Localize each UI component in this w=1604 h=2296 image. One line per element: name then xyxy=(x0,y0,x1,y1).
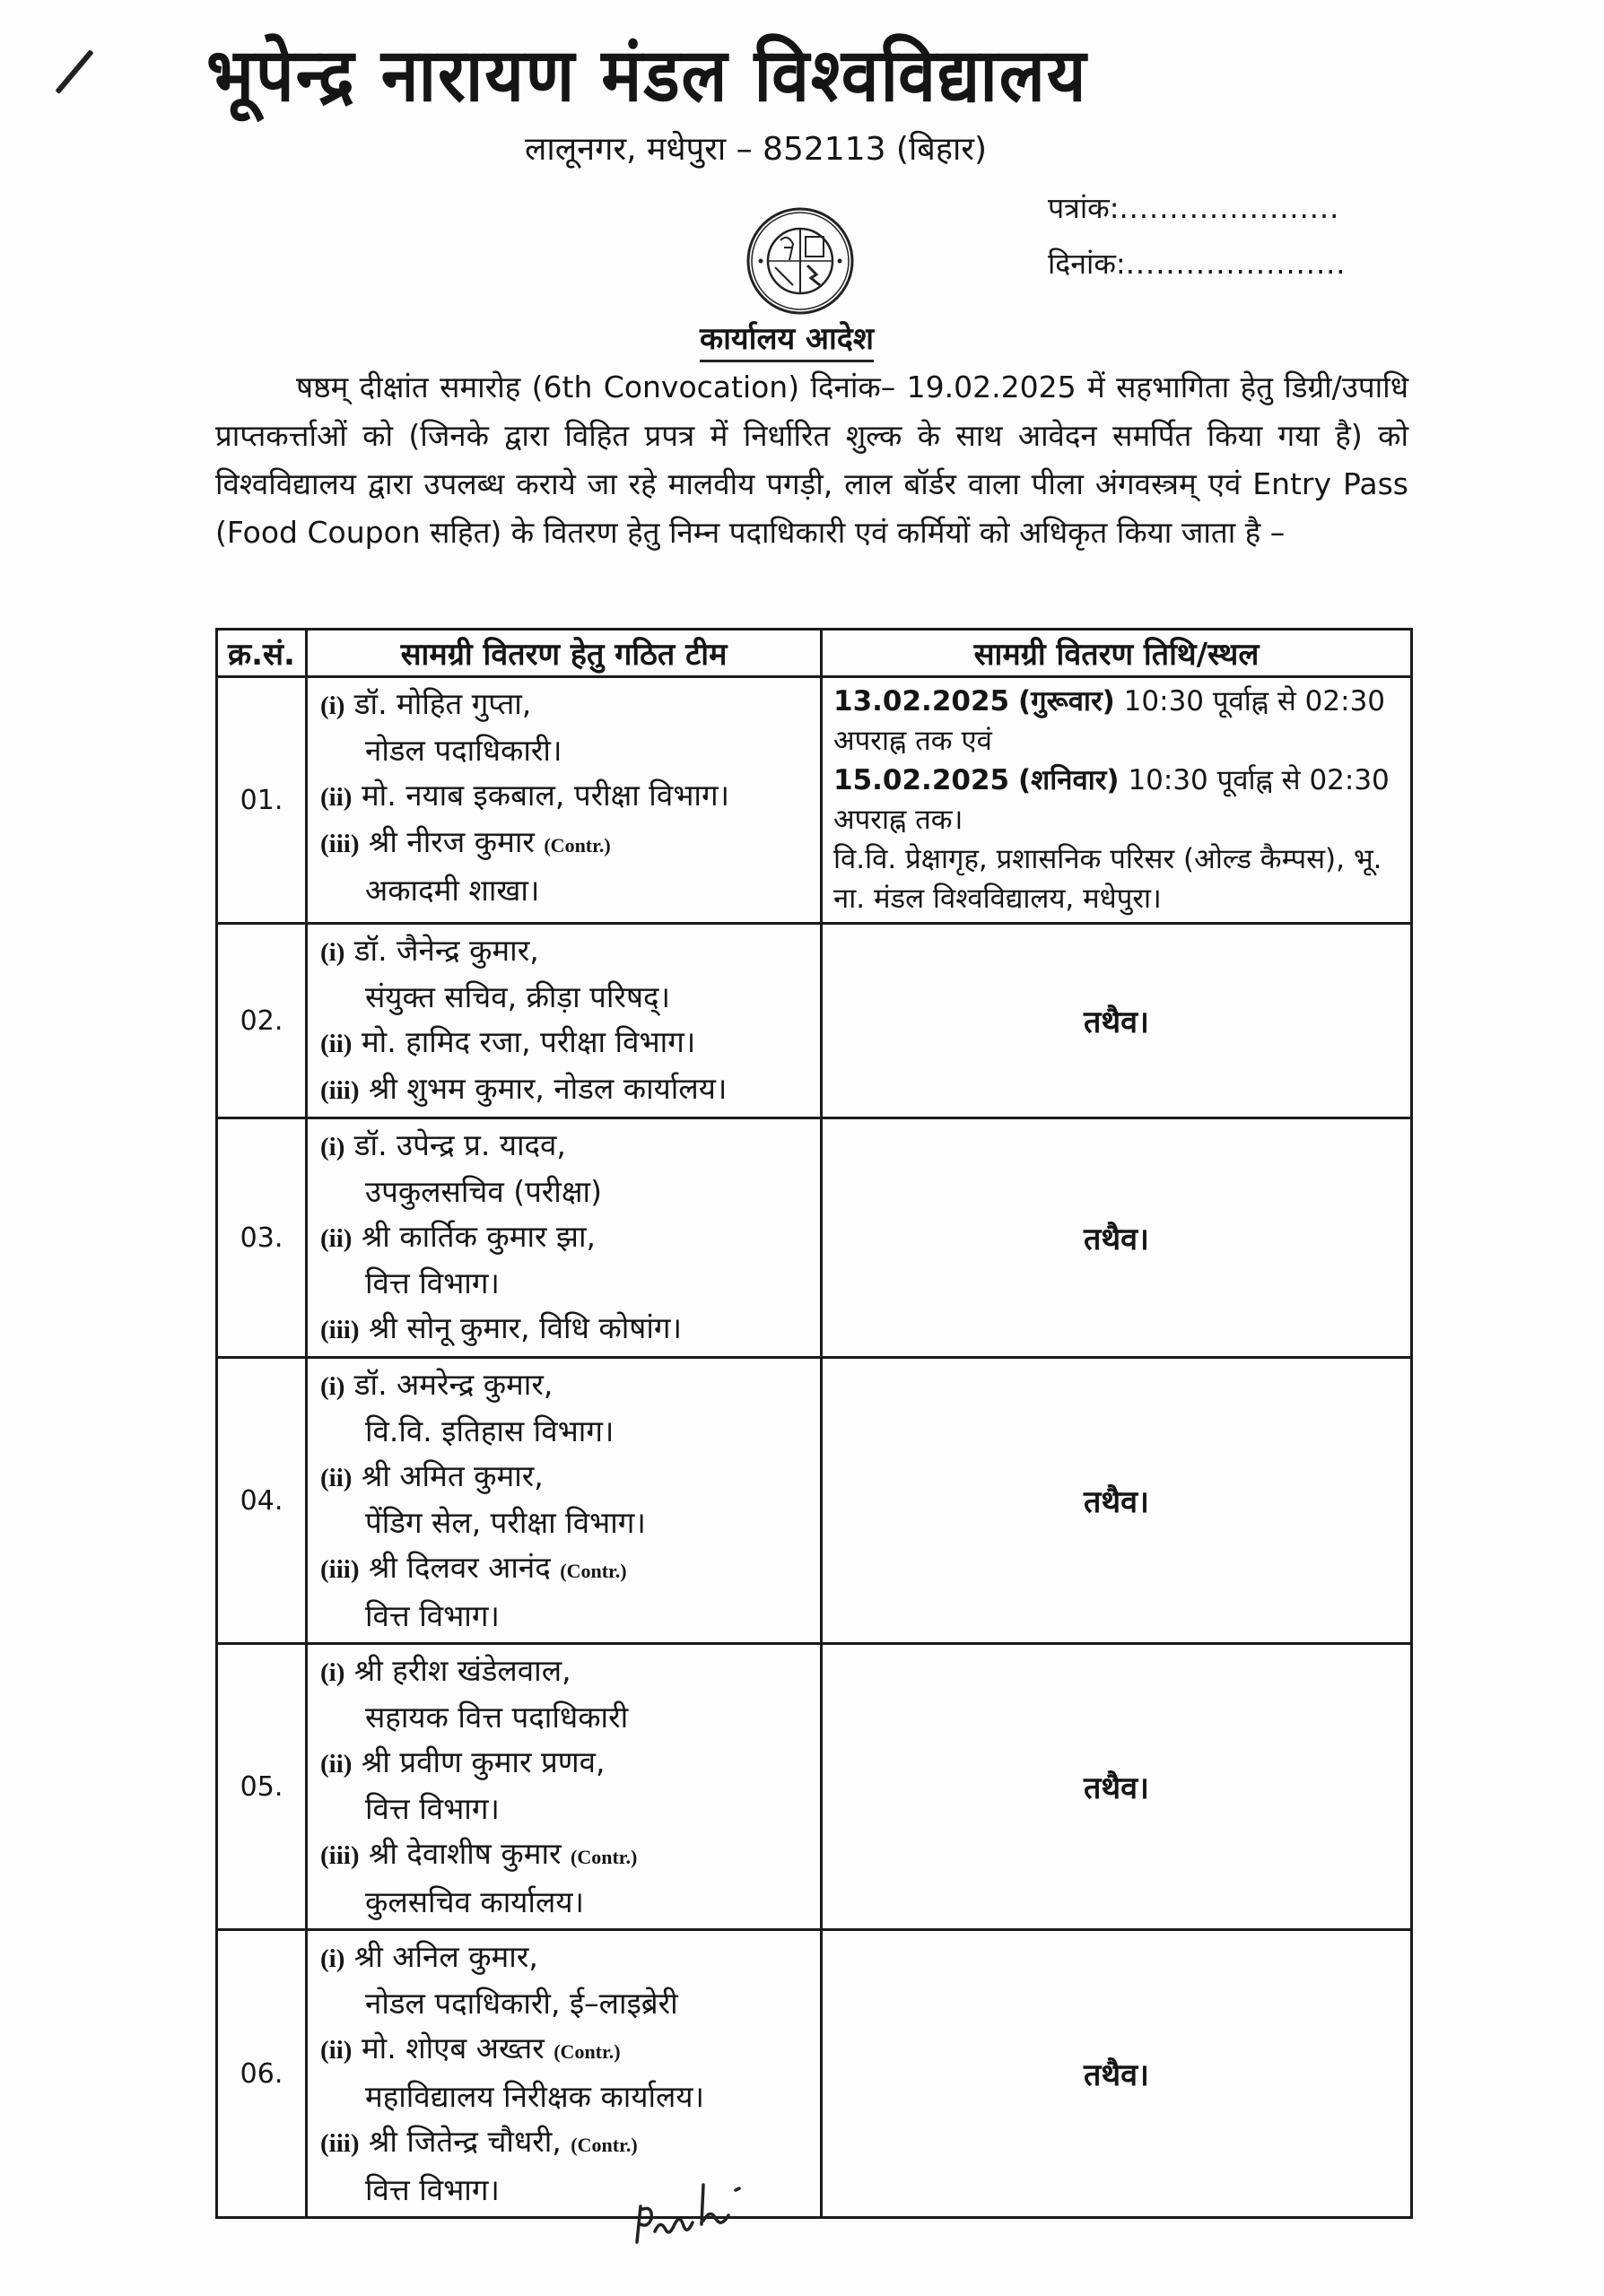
member-role: उपकुलसचिव (परीक्षा) xyxy=(365,1174,602,1209)
member-index: (iii) xyxy=(320,830,360,858)
member-index: (ii) xyxy=(320,1224,353,1253)
serial-number: 02. xyxy=(217,924,307,1118)
team-member xyxy=(320,1066,813,1113)
schedule-day-2 xyxy=(833,761,1399,839)
distribution-team-table xyxy=(215,628,1413,2219)
member-role: वित्त विभाग। xyxy=(365,1265,500,1300)
intro-text: षष्ठम् दीक्षांत समारोह (6th Convocation) दिनांक– 19.02.2025 में सहभागिता हेतु डिग्री/उपाधि प्राप्तकर्त्ताओं को (जिनके द्वारा विहित प्रपत्र में निर्धारित शुल्क के साथ आवेदन समर्पित किया गया है) को विश्वविद्यालय द्वारा उपलब्ध कराये जा रहे मालवीय पगड़ी, लाल बॉर्डर वाला पीला अंगवस्त्रम् एवं Entry Pass (Food Coupon सहित) के वितरण हेतु निम्न पदाधिकारी एवं कर्मियों को अधिकृत किया जाता है – xyxy=(215,370,1408,550)
schedule-date-1: 13.02.2025 xyxy=(833,685,1010,718)
team-member xyxy=(320,1648,813,1740)
member-role: वि.वि. इतिहास विभाग। xyxy=(365,1413,615,1448)
serial-number: 01. xyxy=(217,677,307,924)
member-name: डॉ. अमरेन्द्र कुमार, xyxy=(353,1367,554,1402)
member-index: (ii) xyxy=(320,2036,353,2065)
team-member xyxy=(320,928,813,1020)
member-name: श्री कार्तिक कुमार झा, xyxy=(361,1219,597,1254)
member-index: (ii) xyxy=(320,783,353,812)
team-member xyxy=(320,1740,813,1831)
table-row xyxy=(217,924,1412,1118)
letter-number xyxy=(1048,188,1339,227)
university-address: लालूनगर, मधेपुरा – 852113 (बिहार) xyxy=(525,131,988,168)
contractual-tag: (Contr.) xyxy=(544,834,611,857)
distribution-schedule-same: तथैव। xyxy=(822,1358,1412,1644)
pen-mark xyxy=(55,49,93,94)
distribution-schedule-same: तथैव। xyxy=(822,1930,1412,2218)
team-members xyxy=(307,1118,822,1358)
member-index: (ii) xyxy=(320,1464,353,1492)
table-row xyxy=(217,1358,1412,1644)
schedule-venue: वि.वि. प्रेक्षागृह, प्रशासनिक परिसर (ओल्ड कैम्पस), भू. ना. मंडल विश्वविद्यालय, मधेपुरा। xyxy=(833,843,1382,915)
handwritten-signature-icon xyxy=(628,2179,816,2251)
letter-date xyxy=(1048,244,1346,283)
distribution-schedule-same: तथैव। xyxy=(822,1644,1412,1930)
team-members xyxy=(307,677,822,924)
header-serial-number: क्र.सं. xyxy=(217,630,307,677)
member-role: नोडल पदाधिकारी। xyxy=(365,733,562,768)
team-members xyxy=(307,1930,822,2218)
team-member xyxy=(320,1454,813,1545)
serial-number: 03. xyxy=(217,1118,307,1358)
team-member xyxy=(320,1306,813,1352)
member-index: (ii) xyxy=(320,1030,353,1058)
team-member xyxy=(320,820,813,913)
member-name: श्री प्रवीण कुमार प्रणव, xyxy=(361,1744,606,1779)
team-member xyxy=(320,1020,813,1066)
member-name: डॉ. मोहित गुप्ता, xyxy=(353,686,532,721)
table-row xyxy=(217,1118,1412,1358)
member-role: वित्त विभाग। xyxy=(365,1791,500,1826)
table-row xyxy=(217,1930,1412,2218)
member-name: डॉ. जैनेन्द्र कुमार, xyxy=(353,933,539,968)
member-index: (iii) xyxy=(320,1555,360,1584)
member-index: (i) xyxy=(320,691,345,720)
schedule-time-1: 10:30 पूर्वाह्न से 02:30 अपराह्न तक एवं xyxy=(833,685,1386,757)
member-name: श्री दिलवर आनंद xyxy=(369,1550,551,1585)
member-name: डॉ. उपेन्द्र प्र. यादव, xyxy=(353,1127,566,1162)
schedule-day-1 xyxy=(833,682,1399,761)
member-name: मो. नयाब इकबाल, परीक्षा विभाग। xyxy=(361,778,730,813)
letter-date-value: ...................... xyxy=(1125,247,1347,281)
team-member xyxy=(320,1362,813,1454)
team-member xyxy=(320,1935,813,2026)
member-name: मो. शोएब अख्तर xyxy=(361,2031,545,2066)
team-members xyxy=(307,924,822,1118)
letter-date-label: दिनांक: xyxy=(1048,247,1126,281)
member-role: वित्त विभाग। xyxy=(365,1598,500,1633)
letter-number-label: पत्रांक: xyxy=(1048,191,1120,225)
member-index: (iii) xyxy=(320,1076,360,1105)
member-index: (i) xyxy=(320,1944,345,1973)
team-members xyxy=(307,1644,822,1930)
member-index: (iii) xyxy=(320,2129,360,2158)
contractual-tag: (Contr.) xyxy=(571,2134,638,2156)
member-name: मो. हामिद रजा, परीक्षा विभाग। xyxy=(361,1024,696,1059)
serial-number: 06. xyxy=(217,1930,307,2218)
team-member xyxy=(320,773,813,820)
member-role: संयुक्त सचिव, क्रीड़ा परिषद्। xyxy=(365,979,671,1014)
member-name: श्री अमित कुमार, xyxy=(361,1458,544,1493)
contractual-tag: (Contr.) xyxy=(560,1560,627,1582)
table-row xyxy=(217,677,1412,924)
member-role: महाविद्यालय निरीक्षक कार्यालय। xyxy=(365,2079,705,2114)
member-index: (i) xyxy=(320,1133,345,1161)
distribution-schedule xyxy=(822,677,1412,924)
member-name: श्री नीरज कुमार xyxy=(369,824,535,859)
member-name: श्री अनिल कुमार, xyxy=(353,1939,538,1974)
member-role: अकादमी शाखा। xyxy=(365,873,540,908)
schedule-time-2: 10:30 पूर्वाह्न से 02:30 अपराह्न तक। xyxy=(833,764,1390,836)
member-role: नोडल पदाधिकारी, ई–लाइब्रेरी xyxy=(365,1986,678,2021)
member-name: श्री जितेन्द्र चौधरी, xyxy=(369,2124,562,2159)
schedule-weekday-2: (शनिवार) xyxy=(1017,764,1120,796)
member-index: (i) xyxy=(320,938,345,967)
university-name: भूपेन्द्र नारायण मंडल विश्वविद्यालय xyxy=(206,33,1088,118)
member-role: कुलसचिव कार्यालय। xyxy=(365,1884,584,1919)
member-role: वित्त विभाग। xyxy=(365,2172,500,2207)
team-members xyxy=(307,1358,822,1644)
serial-number: 04. xyxy=(217,1358,307,1644)
member-index: (i) xyxy=(320,1658,345,1687)
contractual-tag: (Contr.) xyxy=(571,1846,638,1868)
distribution-schedule-same: तथैव। xyxy=(822,924,1412,1118)
contractual-tag: (Contr.) xyxy=(554,2040,621,2063)
university-seal-icon xyxy=(745,204,856,317)
member-name: श्री सोनू कुमार, विधि कोषांग। xyxy=(369,1310,682,1345)
letter-number-value: ...................... xyxy=(1119,191,1340,225)
distribution-schedule-same: तथैव। xyxy=(822,1118,1412,1358)
member-role: पेंडिग सेल, परीक्षा विभाग। xyxy=(365,1505,646,1540)
member-name: श्री देवाशीष कुमार xyxy=(369,1836,562,1871)
team-member xyxy=(320,1831,813,1925)
intro-paragraph xyxy=(215,363,1408,557)
team-member xyxy=(320,2026,813,2119)
team-member xyxy=(320,1545,813,1639)
team-member xyxy=(320,1214,813,1306)
team-member xyxy=(320,682,813,773)
member-role: सहायक वित्त पदाधिकारी xyxy=(365,1700,629,1735)
member-index: (iii) xyxy=(320,1841,360,1870)
member-name: श्री हरीश खंडेलवाल, xyxy=(353,1653,571,1688)
member-index: (ii) xyxy=(320,1750,353,1779)
table-row xyxy=(217,1644,1412,1930)
team-member xyxy=(320,1123,813,1214)
member-index: (iii) xyxy=(320,1316,360,1344)
serial-number: 05. xyxy=(217,1644,307,1930)
schedule-date-2: 15.02.2025 xyxy=(833,764,1010,796)
office-order-heading: कार्यालय आदेश xyxy=(700,317,874,362)
header-date-venue: सामग्री वितरण तिथि/स्थल xyxy=(822,630,1412,677)
member-name: श्री शुभम कुमार, नोडल कार्यालय। xyxy=(369,1071,728,1106)
member-index: (i) xyxy=(320,1372,345,1401)
header-team: सामग्री वितरण हेतु गठित टीम xyxy=(307,630,822,677)
schedule-weekday-1: (गुरूवार) xyxy=(1017,685,1115,718)
table-header-row xyxy=(217,630,1412,677)
